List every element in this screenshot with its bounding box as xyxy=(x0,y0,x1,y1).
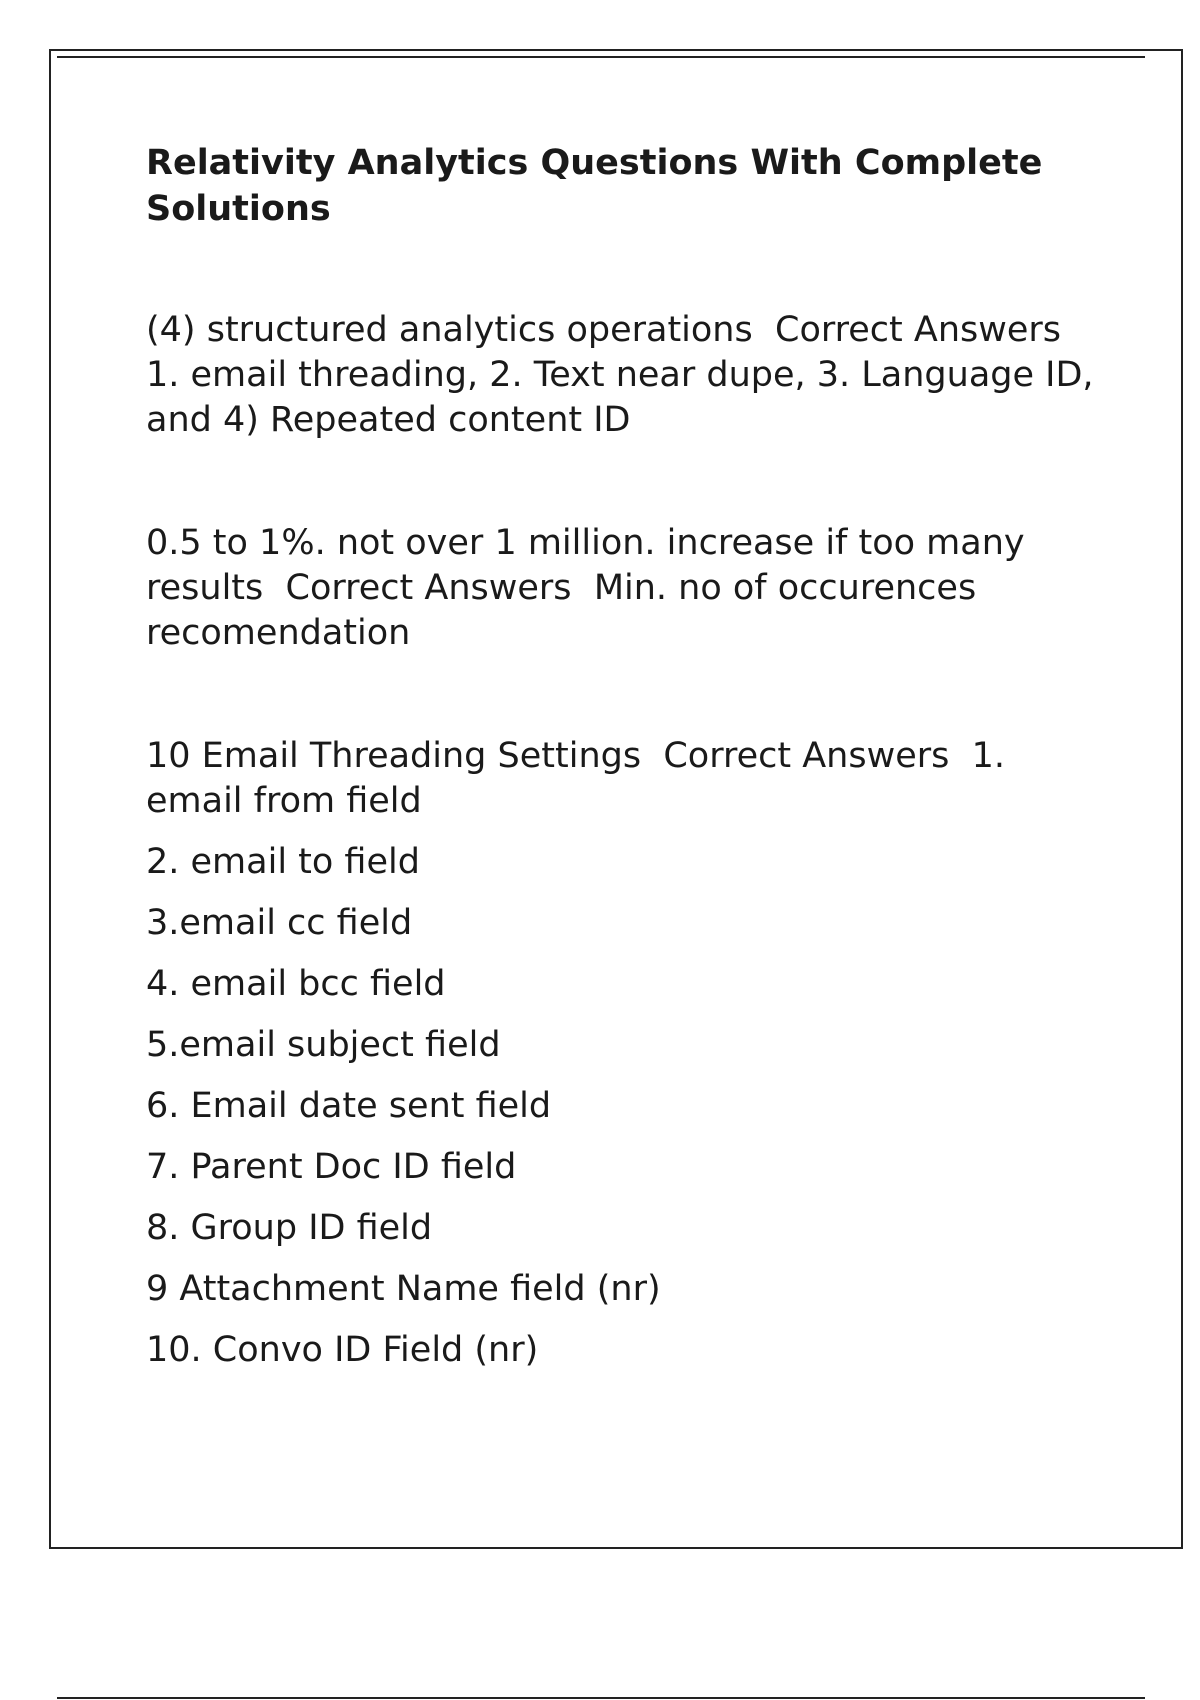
document-title: Relativity Analytics Questions With Complete Solutions xyxy=(146,143,1043,229)
question-text: (4) structured analytics operations xyxy=(146,310,753,350)
bottom-rule xyxy=(57,1697,1145,1699)
list-item: 4. email bcc field xyxy=(146,964,446,1004)
answer-text: Min. no of occurences recomendation xyxy=(146,568,977,653)
answer-separator: Correct Answers xyxy=(663,736,950,776)
list-item: 8. Group ID field xyxy=(146,1208,433,1248)
answer-text: 1. email threading, 2. Text near dupe, 3. Language ID, and 4) Repeated content ID xyxy=(146,355,1094,440)
list-item: 3.email cc field xyxy=(146,903,413,943)
list-item: 9 Attachment Name field (nr) xyxy=(146,1269,661,1309)
question-text: 10 Email Threading Settings xyxy=(146,736,642,776)
list-item: 10. Convo ID Field (nr) xyxy=(146,1330,539,1370)
list-item: 5.email subject field xyxy=(146,1025,501,1065)
list-item: 2. email to field xyxy=(146,842,420,882)
answer-separator: Correct Answers xyxy=(775,310,1062,350)
qa-item-1 xyxy=(146,308,1106,443)
answer-text: 1. email from field xyxy=(146,736,1006,821)
list-item: 6. Email date sent field xyxy=(146,1086,552,1126)
document-content xyxy=(146,140,1106,1373)
qa-item-2 xyxy=(146,521,1106,656)
question-text: 0.5 to 1%. not over 1 million. increase if too many results xyxy=(146,523,1025,608)
qa-item-3 xyxy=(146,734,1106,824)
answer-separator: Correct Answers xyxy=(285,568,572,608)
list-item: 7. Parent Doc ID field xyxy=(146,1147,517,1187)
